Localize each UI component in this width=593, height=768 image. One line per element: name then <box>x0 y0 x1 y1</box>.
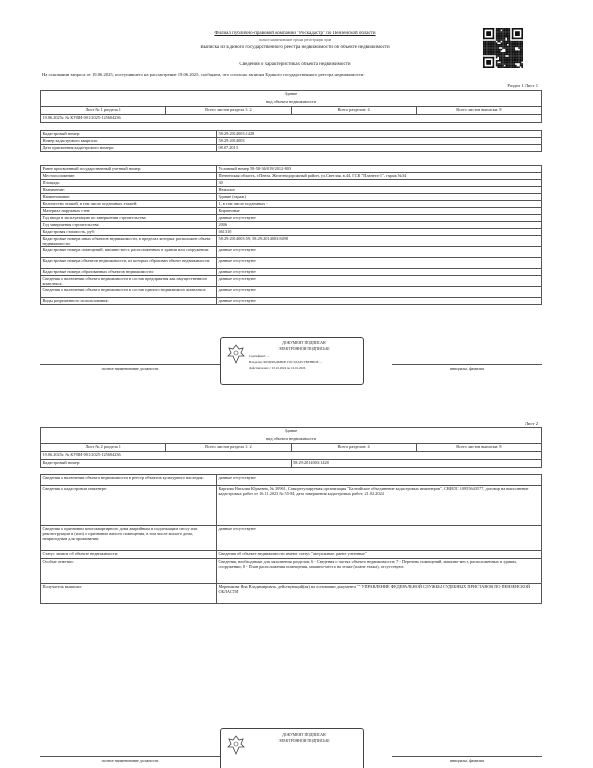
page1-field-value: 08.07.2013 <box>217 145 542 152</box>
page1-detail-row <box>41 298 542 305</box>
page1-detail-row <box>41 247 542 258</box>
page2-field-value: данные отсутствуют <box>217 526 542 551</box>
page1-detail-value: данные отсутствуют <box>217 247 542 258</box>
page2-field-row <box>41 559 542 584</box>
page1-detail-label: Материал наружных стен: <box>41 208 217 215</box>
page2-object-type: Здание <box>41 428 542 436</box>
page2-title-table <box>40 427 542 468</box>
page1-detail-value: данные отсутствуют <box>217 276 542 287</box>
page2-field-label: Сведения о кадастровом инженере: <box>41 486 217 526</box>
page1-detail-value: Здание (гараж) <box>217 194 542 201</box>
page1-detail-value: 2006 <box>217 222 542 229</box>
page2-field-row <box>41 486 542 526</box>
page2-field-row <box>41 584 542 604</box>
page2-field-label: Сведения о признании многоквартирного дома аварийным и подлежащим сносу или реконструкции и (или) о признании жилого помещения, в том числе жилого дома, непригодным для проживания: <box>41 526 217 551</box>
page2-field-value: данные отсутствуют <box>217 475 542 486</box>
page2-sign-label-name: инициалы, фамилия <box>449 758 485 763</box>
page2-section-label: Лист 2 <box>524 421 538 426</box>
object-kind-label: вид объекта недвижимости <box>41 99 542 107</box>
page1-detail-value: 1, в том числе подземных - <box>217 201 542 208</box>
page1-detail-row <box>41 287 542 298</box>
page1-detail-label: Ранее присвоенный государственный учетный номер: <box>41 166 217 173</box>
page1-detail-label: Кадастровая стоимость, руб: <box>41 229 217 236</box>
page1-detail-value: данные отсутствуют <box>217 287 542 298</box>
page2-field-row <box>41 526 542 551</box>
page2-field-value: Сведения, необходимые для заполнения разделов: 6 - Сведения о частях объекта недвижимости; 7 - Перечень помещений, машино-мест, расположенных в здании, сооружении; 8 - План расположения помещения, машино-места на этаже (плане этажа), отсутствуют. <box>217 559 542 584</box>
page1-detail-value: данные отсутствуют <box>217 215 542 222</box>
page1-detail-row <box>41 236 542 247</box>
section-label: Раздел 1 Лист 1 <box>507 83 538 88</box>
sign-line-position <box>40 364 220 365</box>
sheets-total: Всего листов раздела 1: 2 <box>166 107 291 115</box>
page2-field-value: Сведения об объекте недвижимости имеют статус "актуальные, ранее учтенные" <box>217 551 542 559</box>
extract-sheets-total: Всего листов выписки: 8 <box>416 107 541 115</box>
page2-e-signature-stamp <box>220 728 364 768</box>
page1-field-label: Номер кадастрового квартала: <box>41 138 217 145</box>
agency-sub: полное наименование органа регистрации прав <box>258 38 332 42</box>
page1-detail-label: Кадастровые номера объектов недвижимости, из которых образован объект недвижимости: <box>41 258 217 269</box>
page1-detail-row <box>41 173 542 180</box>
page1-field-value: 58:29:2014003:1428 <box>217 131 542 138</box>
page2-sign-line-name <box>392 756 542 757</box>
sheet-number: Лист № 1 раздела 1 <box>41 107 166 115</box>
section-title: Сведения о характеристиках объекта недвижимости <box>239 62 351 67</box>
page1-detail-value: Нежилое <box>217 187 542 194</box>
page2-field-label: Статус записи об объекте недвижимости: <box>41 551 217 559</box>
page1-field-label: Дата присвоения кадастрового номера: <box>41 145 217 152</box>
page2-field-row <box>41 475 542 486</box>
page1-detail-row <box>41 208 542 215</box>
qr-code <box>483 28 523 68</box>
page1-rows-table <box>40 130 542 152</box>
stamp-line-5: Действителен: с 23.10.2024 по 16.01.2026 <box>249 366 306 370</box>
page2-sections-total: Всего разделов: 4 <box>291 444 416 452</box>
stamp-line-1: ДОКУМЕНТ ПОДПИСАН <box>282 341 326 345</box>
page1-detail-label: Сведения о включении объекта недвижимости в состав единого недвижимого комплекса: <box>41 287 217 298</box>
page1-detail-row <box>41 215 542 222</box>
page1-detail-label: Наименование: <box>41 194 217 201</box>
page1-detail-value: данные отсутствуют <box>217 269 542 276</box>
page1-detail-value: данные отсутствуют <box>217 258 542 269</box>
sign-line-name <box>392 364 542 365</box>
stamp-line-4: Владелец: ФЕДЕРАЛЬНОЕ ГОСУДАРСТВЕННОЕ ... <box>249 360 322 364</box>
page1-detail-row <box>41 229 542 236</box>
stamp-line-2: ЭЛЕКТРОННОЙ ПОДПИСЬЮ <box>278 347 330 351</box>
page2-field-value: Мерешкова Яна Владимировна, действующий(ая) на основании документа "" УПРАВЛЕНИЕ ФЕДЕРАЛЬНОЙ СЛУЖБЫ СУДЕБНЫХ ПРИСТАВОВ ПО ПЕНЗЕНСКОЙ ОБЛАСТИ <box>217 584 542 604</box>
page2-sheet-number: Лист № 2 раздела 1 <box>41 444 166 452</box>
page1-detail-label: Количество этажей, в том числе подземных этажей: <box>41 201 217 208</box>
page1-detail-label: Площадь: <box>41 180 217 187</box>
page1-detail-row <box>41 194 542 201</box>
page1-detail-row <box>41 187 542 194</box>
page1-detail-label: Кадастровые номера иных объектов недвижимости, в пределах которых расположен объект недвижимости: <box>41 236 217 247</box>
page1-detail-value: 461310 <box>217 229 542 236</box>
e-signature-stamp <box>220 337 364 385</box>
date-number: 19.06.2025г. № КУВИ-001/2025-125604236 <box>41 115 542 123</box>
page1-detail-value: Пензенская область, г.Пенза, Железнодорожный район, ул.Светлая, в.44, ГСК "Планета-1", гараж №34 <box>217 173 542 180</box>
page2-sheets-total: Всего листов раздела 1: 2 <box>166 444 291 452</box>
page2-sign-label-position: полное наименование должности <box>101 758 159 763</box>
emblem-icon <box>227 344 245 364</box>
page2-cadastral-value: 58:29:2014003:1428 <box>291 460 542 468</box>
sections-total: Всего разделов: 4 <box>291 107 416 115</box>
page1-detail-label: Сведения о включении объекта недвижимости в состав предприятия как имущественного комплекса: <box>41 276 217 287</box>
page2-object-kind-label: вид объекта недвижимости <box>41 436 542 444</box>
extract-title: Выписка из Единого государственного реестра недвижимости об объекте недвижимости <box>200 45 390 50</box>
page1-detail-value: 58:29:2014003:59, 58:29:2014003:8498 <box>217 236 542 247</box>
page2-emblem-icon <box>227 735 245 755</box>
page2-rows-table <box>40 474 542 604</box>
page2-cadastral-label: Кадастровый номер: <box>41 460 292 468</box>
page2-stamp-line-2: ЭЛЕКТРОННОЙ ПОДПИСЬЮ <box>278 739 330 743</box>
page1-detail-row <box>41 222 542 229</box>
agency-name: Филиал публично-правовой компании "Роскадастр" по Пензенской области <box>214 31 376 36</box>
page1-detail-label: Год завершения строительства: <box>41 222 217 229</box>
page1-field-row <box>41 138 542 145</box>
page1-detail-label: Виды разрешенного использования: <box>41 298 217 305</box>
page1-field-row <box>41 131 542 138</box>
page1-title-table <box>40 90 542 123</box>
page1-detail-value: Кирпичные <box>217 208 542 215</box>
page2-field-row <box>41 551 542 559</box>
page1-detail-label: Кадастровые номера помещений, машино-мест, расположенных в здании или сооружении: <box>41 247 217 258</box>
page1-detail-row <box>41 166 542 173</box>
sign-label-name: инициалы, фамилия <box>449 366 485 371</box>
page2-field-value: Карпова Наталия Юрьевна, № 30961, Саморегулируемая организация "Балтийское объединение кадастровых инженеров", СНИЛС 10955643577, договор на выполнение кадастровых работ от 16.11.2023 № 55-М, дата завершения кадастровых работ: 21.02.2024 <box>217 486 542 526</box>
page2-stamp-line-1: ДОКУМЕНТ ПОДПИСАН <box>282 733 326 737</box>
page1-detail-row <box>41 180 542 187</box>
page1-detail-value: данные отсутствуют <box>217 298 542 305</box>
page1-detail-row <box>41 258 542 269</box>
page2-sign-line-position <box>40 756 220 757</box>
page2-date-number: 19.06.2025г. № КУВИ-001/2025-125604236 <box>41 452 542 460</box>
page1-field-label: Кадастровый номер: <box>41 131 217 138</box>
request-basis: На основании запроса от 19.06.2025, поступившего на рассмотрение 19.06.2025, сообщаем, что согласно записям Единого государственного реестра недвижимости: <box>42 72 365 77</box>
page1-detail-value: 30 <box>217 180 542 187</box>
sign-label-position: полное наименование должности <box>101 366 159 371</box>
stamp-line-3: Сертификат: ... <box>249 354 270 358</box>
page1-field-value: 58:29:2014003 <box>217 138 542 145</box>
page2-field-label: Получатель выписки: <box>41 584 217 604</box>
object-type: Здание <box>41 91 542 99</box>
page2-extract-sheets-total: Всего листов выписки: 8 <box>416 444 541 452</box>
page1-detail-row <box>41 269 542 276</box>
page2-field-label: Особые отметки: <box>41 559 217 584</box>
page1-details-table <box>40 165 542 305</box>
page1-detail-value: Условный номер 58-58-36/019/2012-803 <box>217 166 542 173</box>
page2-field-label: Сведения о включении объекта недвижимости в реестр объектов культурного наследия: <box>41 475 217 486</box>
page1-detail-label: Местоположение: <box>41 173 217 180</box>
page1-detail-row <box>41 201 542 208</box>
page1-detail-row <box>41 276 542 287</box>
page1-detail-label: Кадастровые номера образованных объектов недвижимости: <box>41 269 217 276</box>
page1-detail-label: Назначение: <box>41 187 217 194</box>
page1-detail-label: Год ввода в эксплуатацию по завершении строительства: <box>41 215 217 222</box>
page1-field-row <box>41 145 542 152</box>
